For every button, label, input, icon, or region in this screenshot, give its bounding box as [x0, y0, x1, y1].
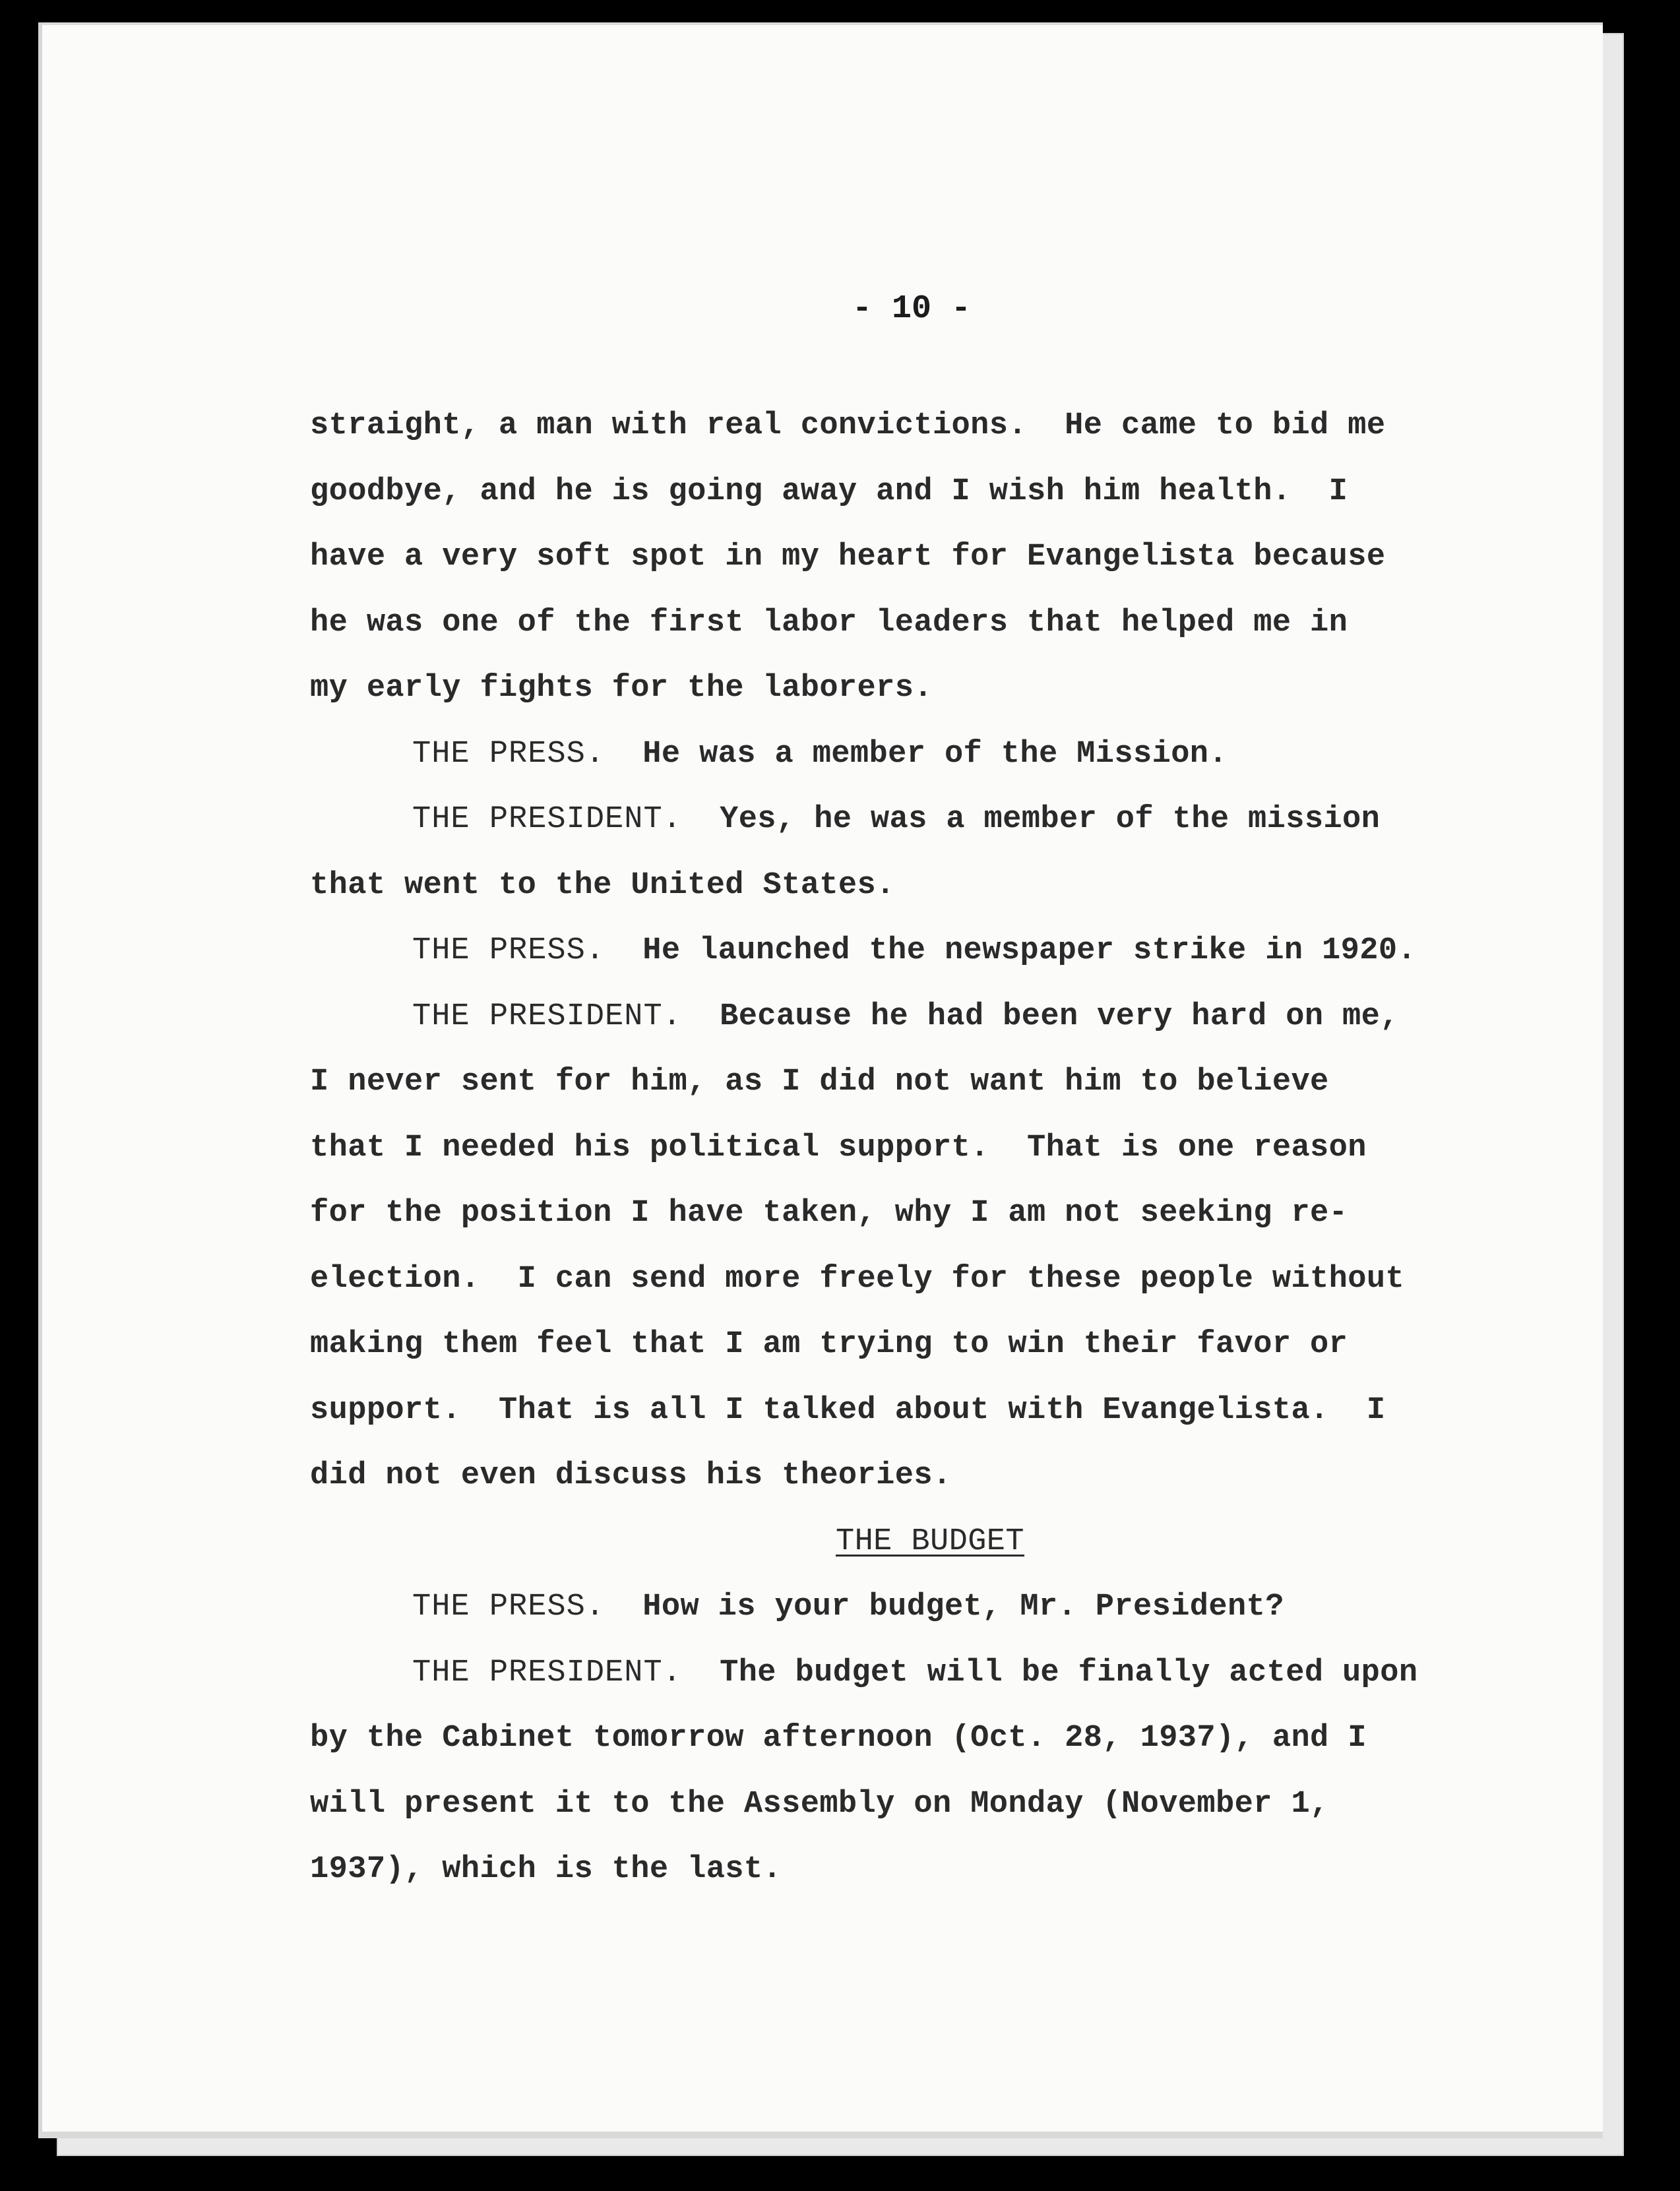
speaker-label: THE PRESIDENT.	[412, 1655, 682, 1690]
text-line: will present it to the Assembly on Monday (November 1,	[310, 1786, 1329, 1822]
press-question	[310, 918, 1471, 984]
text-line: Because he had been very hard on me,	[720, 999, 1399, 1034]
speaker-label: THE PRESS.	[412, 933, 606, 968]
text-line: I never sent for him, as I did not want him to believe	[310, 1065, 1329, 1099]
president-answer	[310, 984, 1471, 1050]
text-line: making them feel that I am trying to win their favor or	[310, 1327, 1348, 1362]
speaker-label: THE PRESIDENT.	[412, 802, 682, 837]
president-answer	[310, 787, 1471, 853]
press-question	[310, 1574, 1471, 1640]
text-line: goodbye, and he is going away and I wish him health. I	[310, 474, 1348, 509]
text-line: he was one of the first labor leaders that helped me in	[310, 605, 1348, 640]
text-line: He launched the newspaper strike in 1920.	[642, 933, 1417, 968]
page-bottom-edge	[38, 2132, 1603, 2138]
speaker-label: THE PRESS.	[412, 736, 606, 772]
transcript-body	[310, 393, 1471, 1903]
text-line: He was a member of the Mission.	[642, 736, 1228, 772]
text-line: did not even discuss his theories.	[310, 1458, 952, 1493]
text-line: that I needed his political support. That is one reason	[310, 1130, 1367, 1165]
text-line: straight, a man with real convictions. He came to bid me	[310, 408, 1386, 443]
page-number: - 10 -	[852, 290, 972, 328]
text-line: have a very soft spot in my heart for Evangelista because	[310, 540, 1386, 574]
text-line: How is your budget, Mr. President?	[642, 1589, 1284, 1624]
text-line: my early fights for the laborers.	[310, 671, 933, 706]
president-answer	[310, 1640, 1471, 1706]
text-line: support. That is all I talked about with Evangelista. I	[310, 1392, 1386, 1428]
text-line: The budget will be finally acted upon	[720, 1655, 1418, 1690]
text-line: that went to the United States.	[310, 867, 895, 903]
press-question	[310, 722, 1471, 787]
text-line: election. I can send more freely for these people without	[310, 1261, 1405, 1297]
section-heading	[310, 1509, 1471, 1575]
text-line: 1937), which is the last.	[310, 1852, 782, 1887]
text-line: by the Cabinet tomorrow afternoon (Oct. 28, 1937), and I	[310, 1721, 1367, 1756]
text-line: for the position I have taken, why I am not seeking re-	[310, 1196, 1348, 1231]
section-heading-text: THE BUDGET	[835, 1524, 1025, 1559]
text-line: Yes, he was a member of the mission	[720, 802, 1381, 837]
speaker-label: THE PRESIDENT.	[412, 999, 682, 1034]
speaker-label: THE PRESS.	[412, 1589, 606, 1624]
